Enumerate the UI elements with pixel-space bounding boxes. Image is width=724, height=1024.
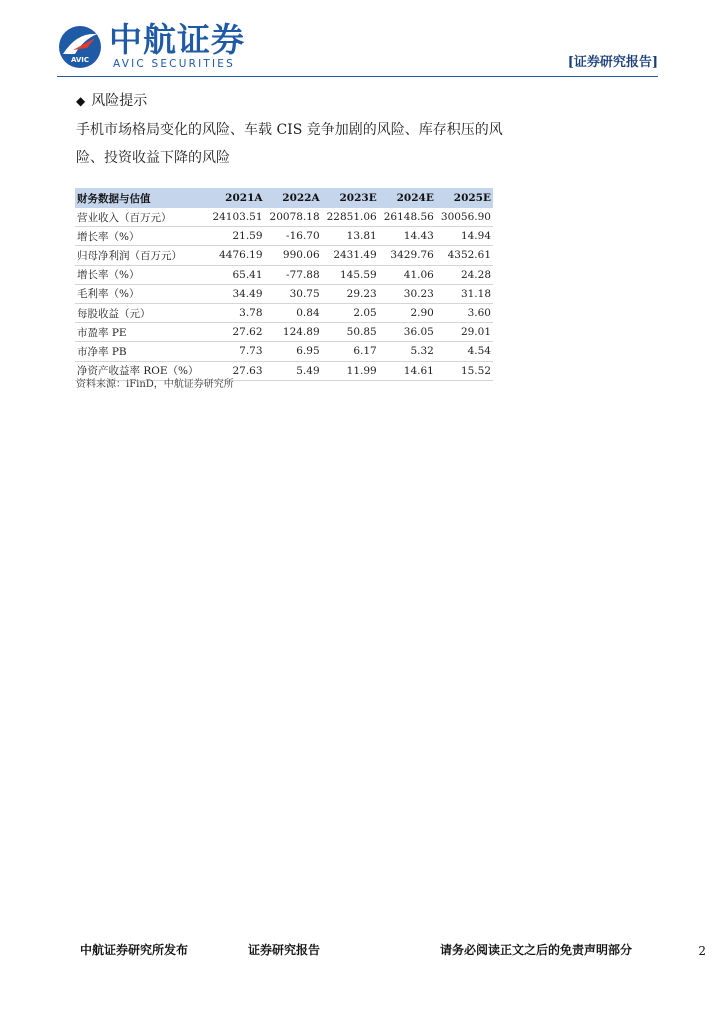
table-row — [75, 323, 493, 342]
avic-logo-mark-icon — [57, 24, 103, 70]
table-cell: 26148.56 — [379, 208, 436, 227]
table-cell: 36.05 — [379, 323, 436, 342]
table-cell: 24103.51 — [207, 208, 264, 227]
table-cell: 21.59 — [207, 227, 264, 246]
table-cell: 41.06 — [379, 265, 436, 284]
table-cell: 2431.49 — [322, 246, 379, 265]
table-header-cell: 2024E — [379, 188, 436, 208]
diamond-bullet-icon: ◆ — [76, 94, 86, 108]
row-label: 市盈率 PE — [75, 323, 207, 342]
brand-name-en: AVIC SECURITIES — [113, 58, 235, 70]
table-row — [75, 208, 493, 227]
risk-body: 手机市场格局变化的风险、车载 CIS 竞争加剧的风险、库存积压的风险、投资收益下降的风险 — [76, 122, 503, 166]
table-cell: 13.81 — [322, 227, 379, 246]
table-cell: 27.62 — [207, 323, 264, 342]
table-header-cell: 财务数据与估值 — [75, 188, 207, 208]
table-cell: 4.54 — [436, 342, 493, 361]
table-row — [75, 342, 493, 361]
table-cell: 20078.18 — [265, 208, 322, 227]
table-cell: 31.18 — [436, 284, 493, 303]
table-header-row — [75, 188, 493, 208]
page-footer — [0, 935, 724, 965]
row-label: 净资产收益率 ROE（%） — [75, 361, 207, 380]
risk-section — [76, 90, 676, 172]
table-cell: 29.23 — [322, 284, 379, 303]
table-cell: 14.43 — [379, 227, 436, 246]
footer-disclaimer: 请务必阅读正文之后的免责声明部分 — [440, 943, 633, 957]
table-cell: 3.60 — [436, 303, 493, 322]
table-header-cell: 2021A — [207, 188, 264, 208]
footer-publisher: 中航证券研究所发布 — [80, 943, 189, 957]
table-cell: 4476.19 — [207, 246, 264, 265]
row-label: 每股收益（元） — [75, 303, 207, 322]
table-cell: 5.49 — [265, 361, 322, 380]
page-header — [0, 0, 724, 82]
table-row — [75, 284, 493, 303]
table-cell: 11.99 — [322, 361, 379, 380]
table-cell: 30.23 — [379, 284, 436, 303]
financial-data-table — [75, 188, 493, 381]
table-cell: 3429.76 — [379, 246, 436, 265]
table-cell: 6.17 — [322, 342, 379, 361]
table-cell: 22851.06 — [322, 208, 379, 227]
table-cell: 2.05 — [322, 303, 379, 322]
table-row — [75, 246, 493, 265]
table-cell: 990.06 — [265, 246, 322, 265]
avic-logo — [57, 22, 247, 72]
logo-mark-text: AVIC — [70, 56, 90, 64]
table-cell: 65.41 — [207, 265, 264, 284]
table-row — [75, 227, 493, 246]
table-cell: 124.89 — [265, 323, 322, 342]
row-label: 营业收入（百万元） — [75, 208, 207, 227]
table-row — [75, 303, 493, 322]
table-header-cell: 2022A — [265, 188, 322, 208]
table-cell: -77.88 — [265, 265, 322, 284]
table-cell: 14.94 — [436, 227, 493, 246]
row-label: 毛利率（%） — [75, 284, 207, 303]
table-cell: 14.61 — [379, 361, 436, 380]
table-source-note: 资料来源：iFinD，中航证券研究所 — [76, 379, 234, 390]
brand-name-cn: 中航证券 — [109, 20, 245, 59]
table-row — [75, 265, 493, 284]
table-cell: 27.63 — [207, 361, 264, 380]
table-cell: 34.49 — [207, 284, 264, 303]
table-cell: 0.84 — [265, 303, 322, 322]
table-cell: 4352.61 — [436, 246, 493, 265]
row-label: 归母净利润（百万元） — [75, 246, 207, 265]
table-cell: 2.90 — [379, 303, 436, 322]
row-label: 增长率（%） — [75, 265, 207, 284]
table-cell: 30.75 — [265, 284, 322, 303]
footer-report-type: 证券研究报告 — [248, 943, 321, 957]
table-cell: -16.70 — [265, 227, 322, 246]
risk-heading — [76, 90, 676, 112]
row-label: 市净率 PB — [75, 342, 207, 361]
table-cell: 15.52 — [436, 361, 493, 380]
row-label: 增长率（%） — [75, 227, 207, 246]
table-cell: 29.01 — [436, 323, 493, 342]
table-header-cell: 2023E — [322, 188, 379, 208]
header-divider — [57, 76, 658, 77]
table-cell: 145.59 — [322, 265, 379, 284]
risk-heading-text: 风险提示 — [91, 93, 148, 109]
table-cell: 5.32 — [379, 342, 436, 361]
page-number: 2 — [698, 944, 706, 958]
table-cell: 50.85 — [322, 323, 379, 342]
table-cell: 6.95 — [265, 342, 322, 361]
table-cell: 3.78 — [207, 303, 264, 322]
table-cell: 30056.90 — [436, 208, 493, 227]
report-type-tag: [证券研究报告] — [567, 55, 658, 70]
table-header-cell: 2025E — [436, 188, 493, 208]
table-body — [75, 208, 493, 380]
table-cell: 7.73 — [207, 342, 264, 361]
table-cell: 24.28 — [436, 265, 493, 284]
